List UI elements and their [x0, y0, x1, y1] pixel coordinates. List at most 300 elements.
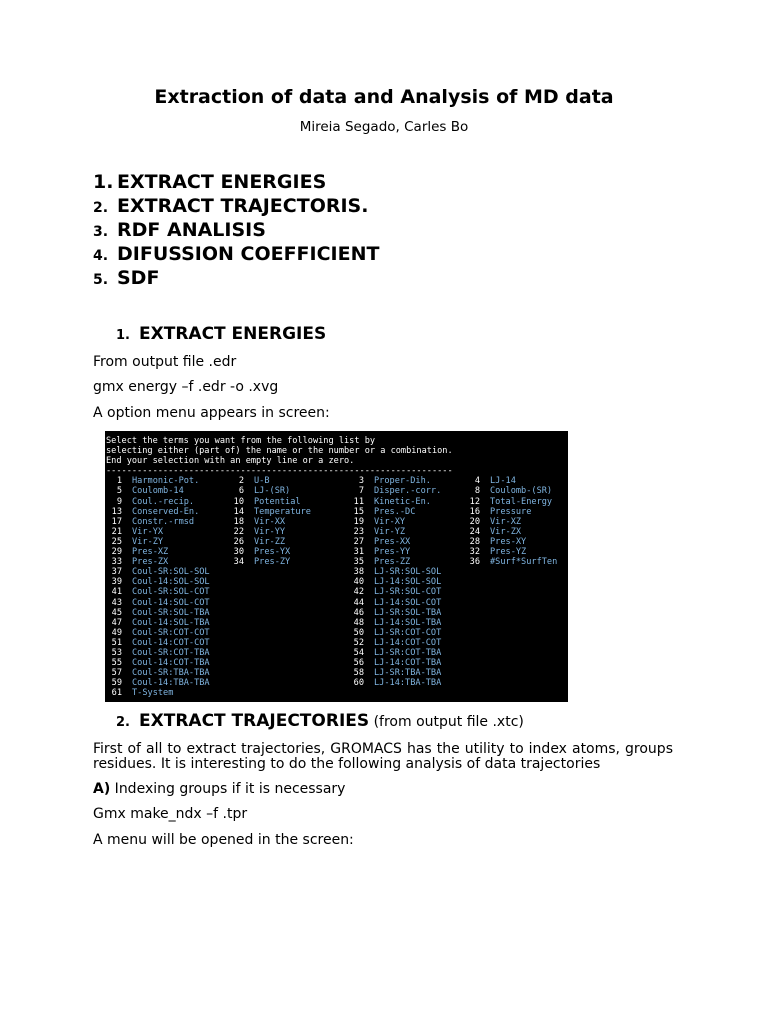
term-label: Harmonic-Pot.: [132, 476, 200, 487]
term-number: [462, 678, 480, 688]
section-2-paragraph-4: A menu will be opened in the screen:: [93, 832, 354, 848]
term-number: 18: [233, 516, 244, 527]
terminal-term: [342, 668, 462, 678]
terminal-term: [105, 688, 220, 698]
terminal-term: [342, 476, 462, 486]
term-label: Kinetic-En.: [374, 496, 431, 507]
terminal-term: [342, 688, 462, 698]
terminal-term: [105, 486, 220, 496]
term-label: Pressure: [490, 506, 532, 517]
term-number: [462, 638, 480, 648]
term-label: [480, 587, 568, 597]
terminal-term: [342, 527, 462, 537]
term-label: LJ-SR:COT-COT: [374, 627, 442, 638]
term-label: [244, 577, 342, 587]
term-label: Pres-ZX: [132, 557, 169, 568]
term-label: Coul-14:SOL-TBA: [132, 617, 210, 628]
term-number: [220, 648, 244, 658]
term-label: Coul-SR:SOL-SOL: [132, 567, 210, 578]
term-label: Pres-ZY: [254, 557, 291, 568]
term-number: 6: [238, 486, 244, 497]
term-label: Vir-XX: [254, 516, 286, 527]
term-label: Total-Energy: [490, 496, 553, 507]
term-number: 1: [116, 476, 122, 487]
term-label: [244, 567, 342, 577]
term-number: 30: [233, 547, 244, 558]
terminal-row: [105, 517, 568, 527]
terminal-term: [462, 598, 568, 608]
term-number: 20: [469, 516, 480, 527]
terminal-term: [105, 658, 220, 668]
term-number: 37: [111, 567, 122, 578]
terminal-term: [342, 648, 462, 658]
terminal-term: [342, 507, 462, 517]
term-label: LJ-SR:SOL-TBA: [374, 607, 442, 618]
term-number: 8: [474, 486, 480, 497]
terminal-row: [105, 547, 568, 557]
terminal-row: [105, 497, 568, 507]
term-number: 10: [233, 496, 244, 507]
terminal-term: [342, 628, 462, 638]
terminal-term: [220, 648, 342, 658]
terminal-term: [462, 608, 568, 618]
terminal-term: [220, 567, 342, 577]
term-label: Vir-YY: [254, 526, 286, 537]
term-number: [462, 688, 480, 698]
term-label: #Surf*SurfTen: [490, 557, 558, 568]
term-label: Coul-SR:SOL-COT: [132, 587, 210, 598]
terminal-term: [220, 678, 342, 688]
terminal-term: [342, 598, 462, 608]
term-label: [480, 628, 568, 638]
section-1-heading: 1. EXTRACT ENERGIES: [116, 324, 327, 344]
terminal-term: [342, 517, 462, 527]
terminal-term: [220, 497, 342, 507]
terminal-term: [462, 497, 568, 507]
term-number: 14: [233, 506, 244, 517]
term-label: LJ-SR:SOL-COT: [374, 587, 442, 598]
term-number: 2: [238, 476, 244, 487]
term-number: [462, 577, 480, 587]
term-number: [462, 608, 480, 618]
term-number: 21: [111, 526, 122, 537]
term-label: [244, 618, 342, 628]
term-label: Proper-Dih.: [374, 476, 431, 487]
terminal-term: [220, 608, 342, 618]
terminal-term: [342, 537, 462, 547]
term-number: 52: [353, 637, 364, 648]
terminal-row: [105, 678, 568, 688]
terminal-term: [462, 587, 568, 597]
terminal-term: [342, 486, 462, 496]
term-number: 31: [353, 547, 364, 558]
term-label: [480, 618, 568, 628]
term-label: Coulomb-(SR): [490, 486, 553, 497]
term-label: [480, 638, 568, 648]
terminal-term: [220, 668, 342, 678]
term-label: Vir-ZX: [490, 526, 522, 537]
term-number: 7: [358, 486, 364, 497]
term-number: [462, 658, 480, 668]
terminal-term: [220, 688, 342, 698]
term-label: Vir-ZY: [132, 536, 164, 547]
term-label: Pres-YZ: [490, 547, 527, 558]
terminal-row: [105, 598, 568, 608]
terminal-term: [462, 486, 568, 496]
terminal-term: [462, 527, 568, 537]
terminal-term: [462, 668, 568, 678]
terminal-term: [220, 547, 342, 557]
term-label: Coul-SR:TBA-TBA: [132, 668, 210, 679]
table-of-contents: [93, 170, 379, 290]
terminal-row: [105, 476, 568, 486]
terminal-row: [105, 658, 568, 668]
term-label: LJ-14:SOL-TBA: [374, 617, 442, 628]
term-number: 3: [358, 476, 364, 487]
toc-item-1: 1. EXTRACT ENERGIES: [93, 171, 327, 193]
term-number: 56: [353, 658, 364, 669]
term-label: LJ-(SR): [254, 486, 291, 497]
section-2-paragraph-1: First of all to extract trajectories, GROMACS has the utility to index atoms, groups residues. It is interesting to do the following analysis of data trajectories: [93, 741, 673, 772]
terminal-term: [462, 557, 568, 567]
terminal-term: [105, 618, 220, 628]
terminal-row: [105, 648, 568, 658]
term-number: 32: [469, 547, 480, 558]
term-label: [244, 598, 342, 608]
terminal-row: [105, 638, 568, 648]
term-label: [480, 608, 568, 618]
terminal-term: [462, 688, 568, 698]
terminal-row: [105, 618, 568, 628]
term-number: 48: [353, 617, 364, 628]
document-title: Extraction of data and Analysis of MD data: [154, 86, 614, 108]
section-1-paragraph-3: A option menu appears in screen:: [93, 405, 330, 421]
term-number: 61: [111, 688, 122, 699]
terminal-term: [105, 507, 220, 517]
terminal-term: [462, 638, 568, 648]
terminal-term: [462, 618, 568, 628]
terminal-term: [462, 507, 568, 517]
term-number: [220, 577, 244, 587]
term-label: [244, 628, 342, 638]
term-label: [480, 598, 568, 608]
term-number: 34: [233, 557, 244, 568]
term-number: 36: [469, 557, 480, 568]
terminal-term: [220, 527, 342, 537]
term-number: 16: [469, 506, 480, 517]
terminal-term: [462, 648, 568, 658]
terminal-term: [105, 577, 220, 587]
term-number: [220, 678, 244, 688]
term-label: Pres-XX: [374, 536, 411, 547]
terminal-term: [105, 628, 220, 638]
terminal-term: [342, 547, 462, 557]
terminal-term: [462, 476, 568, 486]
terminal-row: [105, 587, 568, 597]
term-number: 27: [353, 536, 364, 547]
term-label: Coul-SR:COT-COT: [132, 627, 210, 638]
term-number: [462, 587, 480, 597]
term-number: 42: [353, 587, 364, 598]
term-label: LJ-14:SOL-COT: [374, 597, 442, 608]
term-label: Conserved-En.: [132, 506, 200, 517]
toc-item-2: 2. EXTRACT TRAJECTORIS.: [93, 195, 369, 217]
term-number: 59: [111, 678, 122, 689]
term-label: Coul.-recip.: [132, 496, 195, 507]
term-label: LJ-SR:TBA-TBA: [374, 668, 442, 679]
term-label: [364, 688, 462, 698]
terminal-term: [105, 476, 220, 486]
terminal-term: [342, 658, 462, 668]
terminal-term: [342, 577, 462, 587]
term-number: [462, 567, 480, 577]
terminal-term: [105, 598, 220, 608]
term-label: [244, 608, 342, 618]
terminal-row: [105, 537, 568, 547]
term-number: 29: [111, 547, 122, 558]
term-label: Coul-14:COT-COT: [132, 637, 210, 648]
terminal-term: [105, 668, 220, 678]
term-number: 25: [111, 536, 122, 547]
terminal-term: [342, 567, 462, 577]
terminal-term: [105, 638, 220, 648]
term-label: Vir-XZ: [490, 516, 522, 527]
term-label: LJ-14:COT-TBA: [374, 658, 442, 669]
term-number: [220, 668, 244, 678]
terminal-term: [462, 658, 568, 668]
terminal-term: [220, 618, 342, 628]
term-number: 19: [353, 516, 364, 527]
terminal-term: [462, 517, 568, 527]
terminal-term: [462, 547, 568, 557]
terminal-separator: -------------------------------------------------------------------: [106, 466, 453, 477]
term-number: [462, 598, 480, 608]
terminal-row: [105, 628, 568, 638]
term-number: [342, 688, 364, 698]
term-label: [480, 577, 568, 587]
term-label: Coul-14:SOL-COT: [132, 597, 210, 608]
terminal-term: [342, 557, 462, 567]
terminal-term: [220, 598, 342, 608]
terminal-term: [105, 648, 220, 658]
terminal-term: [105, 587, 220, 597]
term-label: [244, 587, 342, 597]
terminal-term: [342, 608, 462, 618]
term-label: LJ-SR:SOL-SOL: [374, 567, 442, 578]
term-label: Coul-14:COT-TBA: [132, 658, 210, 669]
term-number: [462, 628, 480, 638]
term-number: [220, 638, 244, 648]
term-number: 43: [111, 597, 122, 608]
terminal-term: [105, 537, 220, 547]
term-number: 55: [111, 658, 122, 669]
toc-item-5: 5. SDF: [93, 267, 160, 289]
term-label: [244, 688, 342, 698]
term-label: Coul-14:SOL-SOL: [132, 577, 210, 588]
section-2-paragraph-3: Gmx make_ndx –f .tpr: [93, 806, 248, 822]
terminal-header: Select the terms you want from the following list by selecting either (part of) the name or the number or a combination. End your selection with an empty line or a zero.: [106, 436, 453, 467]
terminal-term: [342, 618, 462, 628]
term-number: 38: [353, 567, 364, 578]
term-number: 41: [111, 587, 122, 598]
terminal-row: [105, 688, 568, 698]
term-label: Pres-XY: [490, 536, 527, 547]
term-label: T-System: [132, 688, 174, 699]
term-number: [462, 648, 480, 658]
term-label: Coul-SR:COT-TBA: [132, 647, 210, 658]
term-label: Vir-YX: [132, 526, 164, 537]
terminal-term: [220, 537, 342, 547]
terminal-term: [462, 678, 568, 688]
term-number: [220, 567, 244, 577]
term-label: Pres-XZ: [132, 547, 169, 558]
terminal-term-list: [105, 476, 568, 698]
terminal-term: [220, 557, 342, 567]
term-number: 50: [353, 627, 364, 638]
term-number: 23: [353, 526, 364, 537]
terminal-term: [105, 497, 220, 507]
terminal-term: [105, 527, 220, 537]
term-number: 26: [233, 536, 244, 547]
terminal-term: [220, 658, 342, 668]
term-number: 12: [469, 496, 480, 507]
authors: Mireia Segado, Carles Bo: [299, 119, 469, 135]
term-label: LJ-SR:COT-TBA: [374, 647, 442, 658]
term-label: Coulomb-14: [132, 486, 184, 497]
terminal-term: [462, 577, 568, 587]
terminal-row: [105, 527, 568, 537]
terminal-row: [105, 577, 568, 587]
terminal-row: [105, 668, 568, 678]
terminal-term: [342, 638, 462, 648]
terminal-term: [220, 577, 342, 587]
term-number: 22: [233, 526, 244, 537]
term-label: Pres-ZZ: [374, 557, 411, 568]
term-label: LJ-14:SOL-SOL: [374, 577, 442, 588]
terminal-row: [105, 507, 568, 517]
term-number: 17: [111, 516, 122, 527]
term-number: [220, 618, 244, 628]
terminal-term: [220, 486, 342, 496]
term-number: 44: [353, 597, 364, 608]
terminal-row: [105, 486, 568, 496]
term-label: LJ-14: [490, 476, 516, 487]
term-label: Pres.-DC: [374, 506, 416, 517]
term-number: 53: [111, 647, 122, 658]
term-label: Coul-SR:SOL-TBA: [132, 607, 210, 618]
term-label: U-B: [254, 476, 270, 487]
toc-item-3: 3. RDF ANALISIS: [93, 219, 266, 241]
terminal-term: [105, 608, 220, 618]
terminal-term: [342, 497, 462, 507]
term-number: 5: [116, 486, 122, 497]
terminal-term: [105, 547, 220, 557]
term-number: 9: [116, 496, 122, 507]
term-label: Potential: [254, 496, 301, 507]
term-label: Pres-YY: [374, 547, 411, 558]
term-label: LJ-14:TBA-TBA: [374, 678, 442, 689]
term-number: 58: [353, 668, 364, 679]
term-number: [220, 598, 244, 608]
term-label: [480, 567, 568, 577]
section-2-paragraph-2: A) Indexing groups if it is necessary: [93, 781, 346, 797]
term-number: 24: [469, 526, 480, 537]
terminal-term: [220, 476, 342, 486]
terminal-term: [462, 537, 568, 547]
term-label: Temperature: [254, 506, 311, 517]
terminal-term: [220, 587, 342, 597]
terminal-term: [220, 517, 342, 527]
term-number: 51: [111, 637, 122, 648]
term-number: [220, 628, 244, 638]
terminal-term: [462, 628, 568, 638]
terminal-screenshot: [105, 431, 568, 702]
term-number: [462, 668, 480, 678]
term-number: 11: [353, 496, 364, 507]
term-number: [220, 608, 244, 618]
term-number: 4: [474, 476, 480, 487]
terminal-row: [105, 608, 568, 618]
term-number: 40: [353, 577, 364, 588]
terminal-term: [462, 567, 568, 577]
term-number: [220, 587, 244, 597]
term-label: [480, 688, 568, 698]
toc-item-4: 4. DIFUSSION COEFFICIENT: [93, 243, 380, 265]
term-number: 35: [353, 557, 364, 568]
term-number: 39: [111, 577, 122, 588]
term-number: 54: [353, 647, 364, 658]
terminal-term: [105, 517, 220, 527]
term-label: Constr.-rmsd: [132, 516, 195, 527]
term-number: 28: [469, 536, 480, 547]
term-label: [244, 658, 342, 668]
term-label: [480, 668, 568, 678]
term-label: Vir-YZ: [374, 526, 406, 537]
term-label: [480, 658, 568, 668]
terminal-term: [220, 638, 342, 648]
term-number: 49: [111, 627, 122, 638]
terminal-row: [105, 557, 568, 567]
term-number: [462, 618, 480, 628]
term-number: 13: [111, 506, 122, 517]
term-label: Vir-ZZ: [254, 536, 286, 547]
term-number: 15: [353, 506, 364, 517]
section-2-heading: 2. EXTRACT TRAJECTORIES (from output file .xtc): [116, 711, 524, 731]
term-label: [244, 668, 342, 678]
section-1-paragraph-2: gmx energy –f .edr -o .xvg: [93, 379, 279, 395]
term-label: [480, 648, 568, 658]
term-label: Coul-14:TBA-TBA: [132, 678, 210, 689]
term-label: [480, 678, 568, 688]
term-number: 33: [111, 557, 122, 568]
term-label: Vir-XY: [374, 516, 406, 527]
terminal-term: [105, 557, 220, 567]
term-number: 46: [353, 607, 364, 618]
terminal-row: [105, 567, 568, 577]
term-number: [220, 688, 244, 698]
terminal-term: [220, 507, 342, 517]
term-label: [244, 638, 342, 648]
term-label: [244, 648, 342, 658]
term-number: [220, 658, 244, 668]
section-1-paragraph-1: From output file .edr: [93, 354, 237, 370]
terminal-term: [105, 678, 220, 688]
term-label: Pres-YX: [254, 547, 291, 558]
term-number: 47: [111, 617, 122, 628]
terminal-term: [220, 628, 342, 638]
terminal-term: [105, 567, 220, 577]
term-number: 45: [111, 607, 122, 618]
